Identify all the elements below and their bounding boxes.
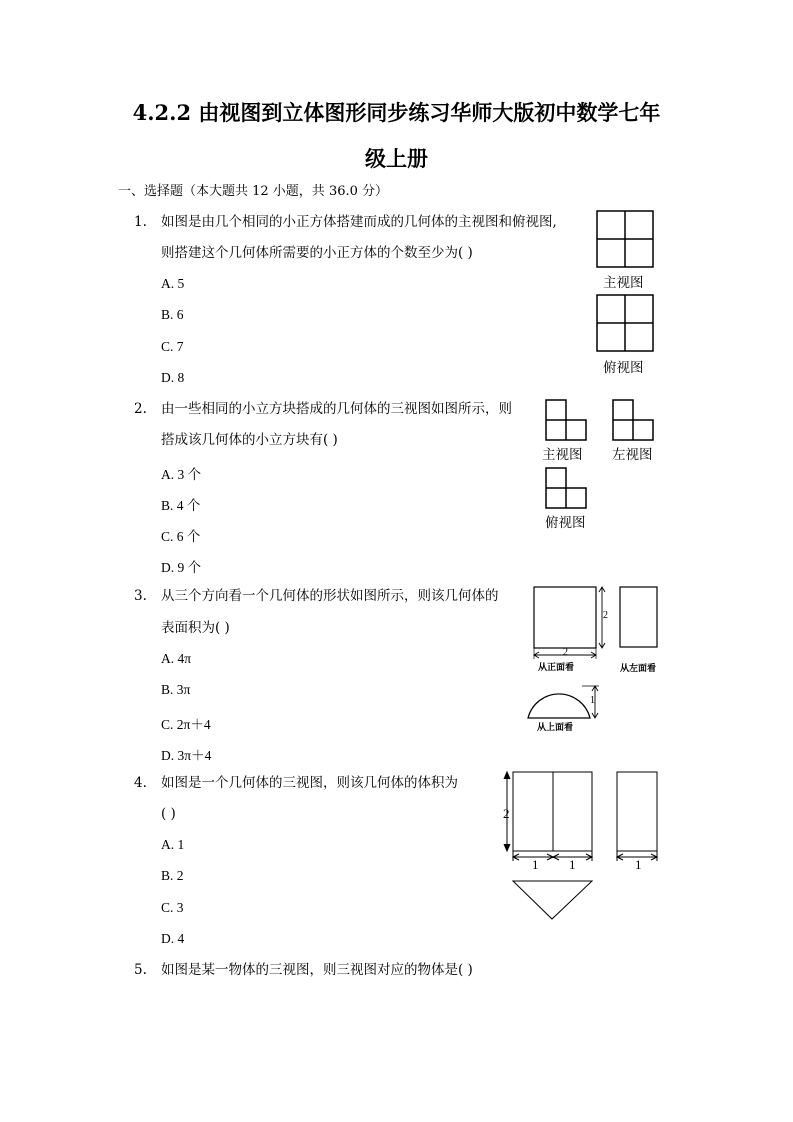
option-a[interactable]: A. 3 个 <box>161 467 202 482</box>
question-text: ( ) <box>161 806 176 822</box>
q3-top-view-caption: 从上面看 <box>537 723 574 733</box>
question-number: 5. <box>134 962 147 978</box>
option-d[interactable]: D. 8 <box>161 370 185 385</box>
q2-front-view-caption: 主视图 <box>542 447 583 463</box>
question-text: 表面积为( ) <box>161 620 230 636</box>
option-d[interactable]: D. 4 <box>161 931 185 946</box>
q2-top-view-caption: 俯视图 <box>545 515 586 531</box>
question-text: 搭成该几何体的小立方块有( ) <box>161 432 338 448</box>
question-text: 由一些相同的小立方块搭成的几何体的三视图如图所示，则 <box>161 401 512 417</box>
question-text: 从三个方向看一个几何体的形状如图所示，则该几何体的 <box>161 588 499 604</box>
option-a[interactable]: A. 5 <box>161 276 185 291</box>
q4-three-views-figure <box>497 767 667 927</box>
question-number: 1. <box>134 214 147 230</box>
q2-front-view-figure <box>545 399 590 443</box>
question-text: 如图是由几个相同的小正方体搭建而成的几何体的主视图和俯视图, <box>161 214 557 230</box>
q2-top-view-figure <box>545 467 590 511</box>
option-b[interactable]: B. 6 <box>161 307 184 322</box>
q3-dim-width: 2 <box>563 647 568 658</box>
option-b[interactable]: B. 2 <box>161 868 184 883</box>
q1-front-view-caption: 主视图 <box>603 275 644 291</box>
q4-dim-height: 2 <box>503 806 510 821</box>
q1-top-view-caption: 俯视图 <box>603 360 644 376</box>
q2-left-view-caption: 左视图 <box>612 447 653 463</box>
q3-front-view-caption: 从正面看 <box>538 663 575 673</box>
q3-front-view-figure <box>528 582 618 664</box>
q4-dim-width-2: 1 <box>569 857 576 872</box>
option-c[interactable]: C. 3 <box>161 900 184 915</box>
q4-dim-width-1: 1 <box>532 857 539 872</box>
section-heading: 一、选择题（本大题共 12 小题，共 36.0 分） <box>118 184 389 199</box>
q3-dim-radius: 1 <box>590 695 595 706</box>
q1-front-view-figure <box>596 210 656 270</box>
option-b[interactable]: B. 3π <box>161 682 191 697</box>
option-d[interactable]: D. 3π＋4 <box>161 748 212 763</box>
option-a[interactable]: A. 1 <box>161 837 185 852</box>
question-number: 2. <box>134 401 147 417</box>
question-number: 4. <box>134 775 147 791</box>
q1-top-view-figure <box>596 294 656 354</box>
question-text: 如图是一个几何体的三视图，则该几何体的体积为 <box>161 775 458 791</box>
question-text: 如图是某一物体的三视图，则三视图对应的物体是( ) <box>161 962 473 978</box>
document-title-line1: 4.2.2 由视图到立体图形同步练习华师大版初中数学七年 <box>132 100 661 125</box>
question-number: 3. <box>134 588 147 604</box>
option-c[interactable]: C. 7 <box>161 339 184 354</box>
option-c[interactable]: C. 6 个 <box>161 529 201 544</box>
q2-left-view-figure <box>612 399 657 443</box>
option-b[interactable]: B. 4 个 <box>161 498 201 513</box>
q4-dim-width-3: 1 <box>635 857 642 872</box>
option-c[interactable]: C. 2π＋4 <box>161 717 211 732</box>
option-a[interactable]: A. 4π <box>161 651 192 666</box>
q3-dim-height: 2 <box>603 610 608 621</box>
document-title-line2: 级上册 <box>365 146 428 171</box>
option-d[interactable]: D. 9 个 <box>161 560 202 575</box>
q3-left-view-caption: 从左面看 <box>620 664 657 674</box>
q3-left-view-figure <box>617 584 661 650</box>
question-text: 则搭建这个几何体所需要的小正方体的个数至少为( ) <box>161 245 473 261</box>
